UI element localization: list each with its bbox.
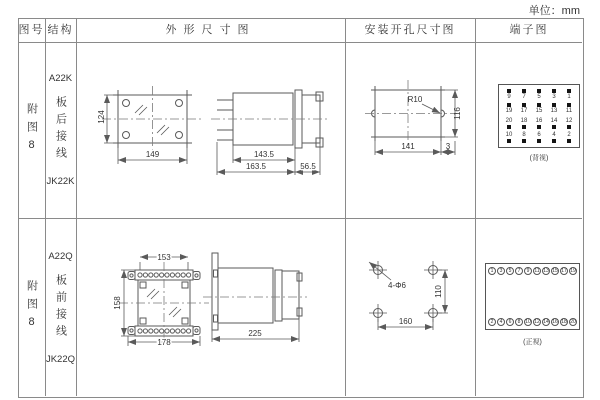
dim-side-2: 163.5 [245,162,267,171]
dim-front-height: 124 [97,110,106,124]
terminal-row [502,89,576,100]
dim-cutout-width: 141 [401,142,415,151]
terminal-pin-dot [522,125,526,129]
front-view [113,253,209,347]
row1-terminal-diagram [498,84,580,148]
front-view [97,86,201,164]
terminal-number: 9 [507,94,511,100]
row1-install-drawing [345,42,475,218]
terminal-number: 16 [535,117,543,124]
terminal-screw: 20 [570,318,576,325]
terminal-number: 19 [505,108,513,115]
terminal-pin-dot [567,103,571,107]
col-divider-4 [475,18,476,396]
terminal-screw: 2 [488,318,496,326]
terminal-number: 14 [550,117,558,124]
terminal [547,89,561,100]
terminal-screw: 12 [534,318,540,325]
terminal-number: 1 [567,94,571,100]
terminal-pin-dot [507,139,511,143]
terminal-screw: 13 [543,267,549,274]
col-divider-2 [76,18,77,396]
row2-model: A22Q [48,250,73,262]
row1-fig-no [18,42,45,218]
terminal-pin-dot [537,139,541,143]
pins [217,100,233,140]
row2-code: JK22Q [45,353,76,365]
unit-label: 单位：mm [528,5,580,17]
row1-fig-no-text: 附图8 [25,102,38,158]
terminal-pin-dot [522,139,526,143]
terminal-pin-dot [552,103,556,107]
dim-front-width: 149 [145,150,160,159]
terminal-pin-dot [552,89,556,93]
terminal [562,132,576,143]
terminal-pin-dot [507,125,511,129]
terminal-number: 15 [535,108,543,115]
terminal [532,132,546,143]
row1-terminal-view-label: (背视) [529,155,549,162]
terminal [547,118,561,129]
dim-side-1: 143.5 [253,150,275,159]
row2-outline-drawing [95,218,345,397]
terminal-number: 13 [550,108,558,115]
header-outline: 外形尺寸图 [165,24,256,36]
dim-hole-width: 160 [398,317,413,326]
terminal-screw: 18 [561,318,567,325]
terminal-screw: 19 [570,267,576,274]
terminal-screw: 11 [534,267,540,274]
terminal-row [488,318,577,326]
terminal-pin-dot [522,89,526,93]
terminal-number: 2 [567,131,571,138]
terminal-number: 8 [522,131,526,138]
terminal [517,132,531,143]
terminal-screw: 4 [497,318,505,326]
row2-install-drawing [345,218,475,397]
terminal-pin-dot [567,139,571,143]
row2-fig-no-text: 附图8 [25,280,38,335]
terminal-pin-dot [537,103,541,107]
terminal-screw: 9 [524,267,532,275]
terminal [547,132,561,143]
terminal-screw: 10 [525,318,531,325]
row1-wiring: 板后接线 [54,96,67,164]
terminal-screw: 5 [506,267,514,275]
terminal-screw: 8 [515,318,523,326]
terminal [502,89,516,100]
terminal-number: 7 [522,94,526,100]
terminal-row [502,103,576,114]
terminal-pin-dot [507,89,511,93]
cutout [365,80,462,155]
terminal-pin-dot [567,125,571,129]
terminal [532,89,546,100]
side-view [211,90,327,175]
terminal-number: 18 [520,117,528,124]
row2-terminal-view-label: (正视) [523,339,542,346]
radius-label: R10 [407,95,423,104]
header-fig-no: 图号 [18,24,45,36]
row1-structure [45,42,76,218]
terminal [547,103,561,114]
terminal-row [502,118,576,129]
terminal [532,118,546,129]
terminal-number: 5 [537,94,541,100]
row1-model: A22K [48,73,73,84]
terminal [517,103,531,114]
terminal-number: 10 [505,131,513,138]
terminal-pin-dot [552,125,556,129]
terminal-pin-dot [507,103,511,107]
dim-front-height: 158 [113,296,122,310]
dim-front-width-bottom: 178 [157,338,171,347]
terminal-pin-dot [552,139,556,143]
header-structure: 结构 [47,24,74,36]
terminal-number: 12 [565,117,573,124]
terminal-pin-dot [567,89,571,93]
dim-side-3: 56.5 [300,162,316,171]
row2-terminal-diagram [485,263,580,330]
terminal-screw: 6 [506,318,514,326]
dim-front-width-top: 153 [157,253,171,262]
terminal [562,103,576,114]
terminal-number: 4 [552,131,556,138]
terminal-number: 6 [537,131,541,138]
dim-side-length: 225 [248,329,262,338]
terminal-number: 20 [505,117,513,124]
row2-structure [45,218,76,397]
terminal-pin-dot [537,125,541,129]
row2-fig-no [18,218,45,397]
terminal-screw: 15 [552,267,558,274]
row1-code: JK22K [46,176,75,187]
terminal-number: 17 [520,108,528,115]
terminal [562,118,576,129]
terminal [502,118,516,129]
row2-wiring: 板前接线 [54,273,67,342]
terminal-screw: 14 [543,318,549,325]
terminal [562,89,576,100]
header-terminal: 端子图 [509,24,549,36]
dim-hole-height: 110 [434,285,443,298]
terminal-number: 3 [552,94,556,100]
holes-label: 4-Φ6 [388,281,406,290]
dim-cutout-offset: 3 [445,142,451,151]
terminal-screw: 16 [552,318,558,325]
terminal [502,103,516,114]
header-install: 安装开孔尺寸图 [364,24,456,36]
terminal [517,118,531,129]
terminal-screw: 3 [497,267,505,275]
terminal [517,89,531,100]
side-view [203,253,307,342]
row1-outline-drawing [95,42,345,218]
terminal [502,132,516,143]
terminal-number: 11 [565,108,573,115]
terminal-pin-dot [522,103,526,107]
terminal-row [488,267,577,275]
mounting-holes [369,261,448,330]
terminal-screw: 17 [561,267,567,274]
terminal-row [502,132,576,143]
dim-cutout-height: 116 [453,107,462,120]
terminal-pin-dot [537,89,541,93]
terminal [532,103,546,114]
hatch-marks [135,105,169,135]
terminal-screw: 1 [488,267,496,275]
terminal-screw: 7 [515,267,523,275]
